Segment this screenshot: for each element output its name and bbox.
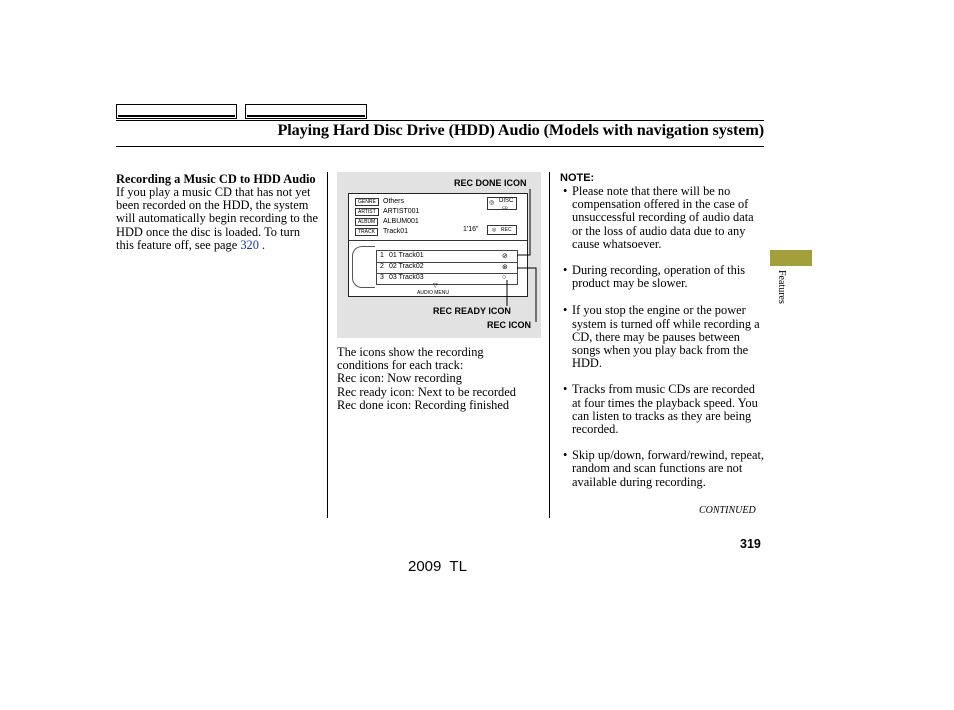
artist-tag: ARTIST (355, 208, 379, 216)
page-title: Playing Hard Disc Drive (HDD) Audio (Models with navigation system) (277, 121, 764, 139)
genre-tag: GENRE (355, 198, 379, 206)
note-item-5 (560, 449, 766, 489)
disc-label: DISC (499, 198, 514, 204)
rec-ready-icon: ○ (502, 274, 507, 281)
leader-lines (337, 172, 541, 338)
audio-menu-label[interactable]: AUDIO MENU (417, 290, 449, 296)
page-number: 319 (740, 537, 761, 551)
note-text-2: During recording, operation of this product may be slower. (572, 263, 746, 291)
leader-rec-done (517, 189, 530, 255)
label-rec-icon: REC ICON (487, 320, 532, 330)
section-paragraph-text: If you play a music CD that has not yet been recorded on the HDD, the system will automatically begin recording to the HDD once the disc is loaded. To turn this feature off, see page (116, 185, 318, 252)
album-tag: ALBUM (355, 218, 378, 226)
track-name: 03 Track03 (389, 274, 424, 281)
continued-label: CONTINUED (699, 505, 756, 516)
track-name: 02 Track02 (389, 263, 424, 270)
note-text-5: Skip up/down, forward/rewind, repeat, random and scan functions are not available during recording. (572, 448, 765, 489)
note-item-1 (560, 185, 766, 251)
disc-sub: CD (502, 205, 508, 210)
leader-rec (517, 268, 536, 322)
section-paragraph (116, 186, 321, 252)
note-item-2 (560, 264, 766, 290)
header-bottom-rule (116, 146, 764, 147)
note-text-4: Tracks from music CDs are recorded at four times the playback speed. You can listen to tracks as they are being recorded. (572, 382, 758, 437)
note-list (560, 185, 766, 489)
left-column (116, 173, 321, 252)
explanation-line-1: The icons show the recording (337, 345, 484, 359)
section-heading: Recording a Music CD to HDD Audio (116, 172, 316, 186)
explanation-line-3: Rec icon: Now recording (337, 371, 462, 386)
note-item-4 (560, 383, 766, 436)
track-name: 01 Track01 (389, 252, 424, 259)
note-item-3 (560, 304, 766, 370)
explanation-line-4: Rec ready icon: Next to be recorded (337, 384, 516, 399)
elapsed-time: 1'16" (463, 226, 479, 233)
bullet: • (563, 382, 568, 397)
chevron-down-icon: ▽ (433, 283, 438, 289)
track-num: 3 (380, 274, 384, 281)
nav-box-2[interactable] (245, 104, 367, 119)
column-divider-right (549, 172, 550, 518)
bullet: • (563, 184, 568, 198)
bullet: • (563, 303, 568, 318)
features-tab-label: Features (776, 270, 787, 304)
column-divider-left (327, 172, 328, 518)
page-link-320[interactable]: 320 (240, 237, 259, 252)
rec-now-icon: ⊛ (502, 264, 508, 271)
explanation-line-5: Rec done icon: Recording finished (337, 397, 510, 412)
rec-done-icon: ⊘ (502, 253, 508, 260)
track-num: 1 (380, 252, 384, 259)
note-text-3: If you stop the engine or the power system is turned off while recording a CD, there may be pauses between songs when you play back from the HDD. (572, 303, 760, 371)
disc-icon: ◎ (489, 200, 495, 206)
bullet: • (563, 263, 568, 278)
bullet: • (563, 448, 568, 463)
rec-badge-label: REC (501, 227, 512, 233)
track-num: 2 (380, 263, 384, 270)
artist-value: ARTIST001 (383, 208, 420, 215)
genre-value: Others (383, 198, 405, 205)
note-heading: NOTE: (560, 172, 595, 184)
rec-dot-icon: ◎ (492, 227, 497, 233)
features-tab[interactable] (770, 250, 812, 266)
explanation-line-2: conditions for each track: (337, 358, 464, 373)
paragraph-period: . (258, 237, 266, 252)
album-value: ALBUM001 (383, 218, 419, 225)
nav-box-1[interactable] (116, 104, 237, 119)
icon-explanation (337, 346, 547, 412)
label-rec-ready-icon: REC READY ICON (433, 306, 511, 316)
note-text-1: Please note that there will be no compensation offered in the case of unsuccessful recording of audio data or the loss of audio data due to any cause whatsoever. (572, 184, 754, 251)
track-value: Track01 (383, 228, 409, 235)
track-tag: TRACK (355, 228, 378, 236)
label-rec-done-icon: REC DONE ICON (454, 178, 527, 188)
model-label: 2009 TL (408, 558, 467, 575)
